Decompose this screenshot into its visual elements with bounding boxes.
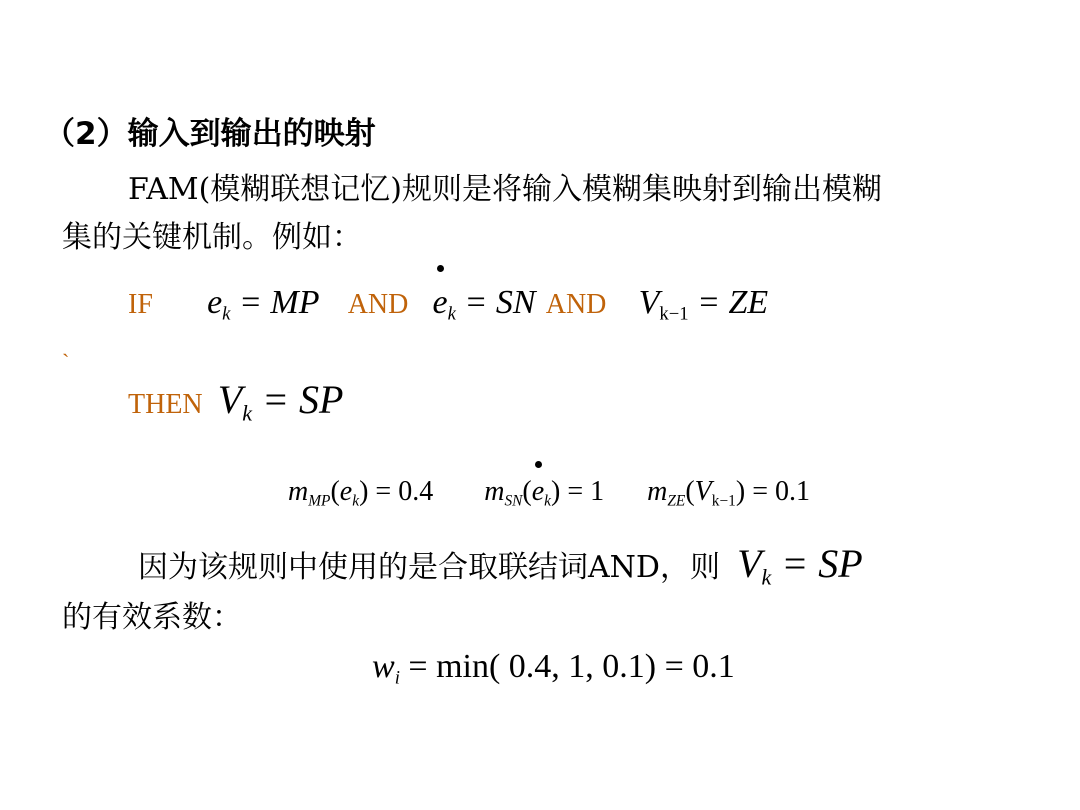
weight-formula: $w_i = \min$( 0.4, 1, 0.1) = 0.1	[372, 648, 735, 689]
condition-error: $e_k$ = MP	[207, 284, 320, 325]
condition-previous-output: $V_{k-1}$ = ZE	[638, 284, 769, 325]
derivative-dot	[437, 265, 444, 272]
derivative-dot	[535, 461, 542, 468]
membership-ze: $m_{ZE}(V_{k-1}) = 0.1$	[647, 476, 810, 510]
paragraph-line: 的有效系数：	[62, 600, 242, 635]
then-keyword: THEN	[128, 389, 203, 420]
membership-degrees	[288, 476, 810, 510]
paragraph-line: FAM(模糊联想记忆)规则是将输入模糊集映射到输出模糊	[128, 172, 882, 207]
membership-sn: $m_{SN}$( $e_k) = 1$	[484, 476, 604, 507]
if-keyword: IF	[128, 289, 153, 320]
paragraph-line: 集的关键机制。例如：	[62, 220, 362, 255]
section-heading: （2）输入到输出的映射	[44, 116, 376, 152]
inline-formula: $V_k$ = SP	[737, 541, 863, 590]
rule-consequence: $V_k$ = SP	[217, 377, 344, 426]
and-keyword: AND	[545, 289, 607, 320]
condition-error-rate: $e_k$ = SN	[433, 284, 536, 321]
paragraph-2-line-1	[138, 540, 863, 591]
rule-then-line	[128, 376, 343, 427]
and-keyword: AND	[347, 289, 409, 320]
stray-mark: ˎ	[62, 333, 70, 358]
paragraph-line: 因为该规则中使用的是合取联结词AND，则	[138, 550, 720, 585]
rule-if-line	[128, 283, 768, 326]
membership-mp: $m_{MP}(e_k) = 0.4$	[288, 476, 434, 510]
